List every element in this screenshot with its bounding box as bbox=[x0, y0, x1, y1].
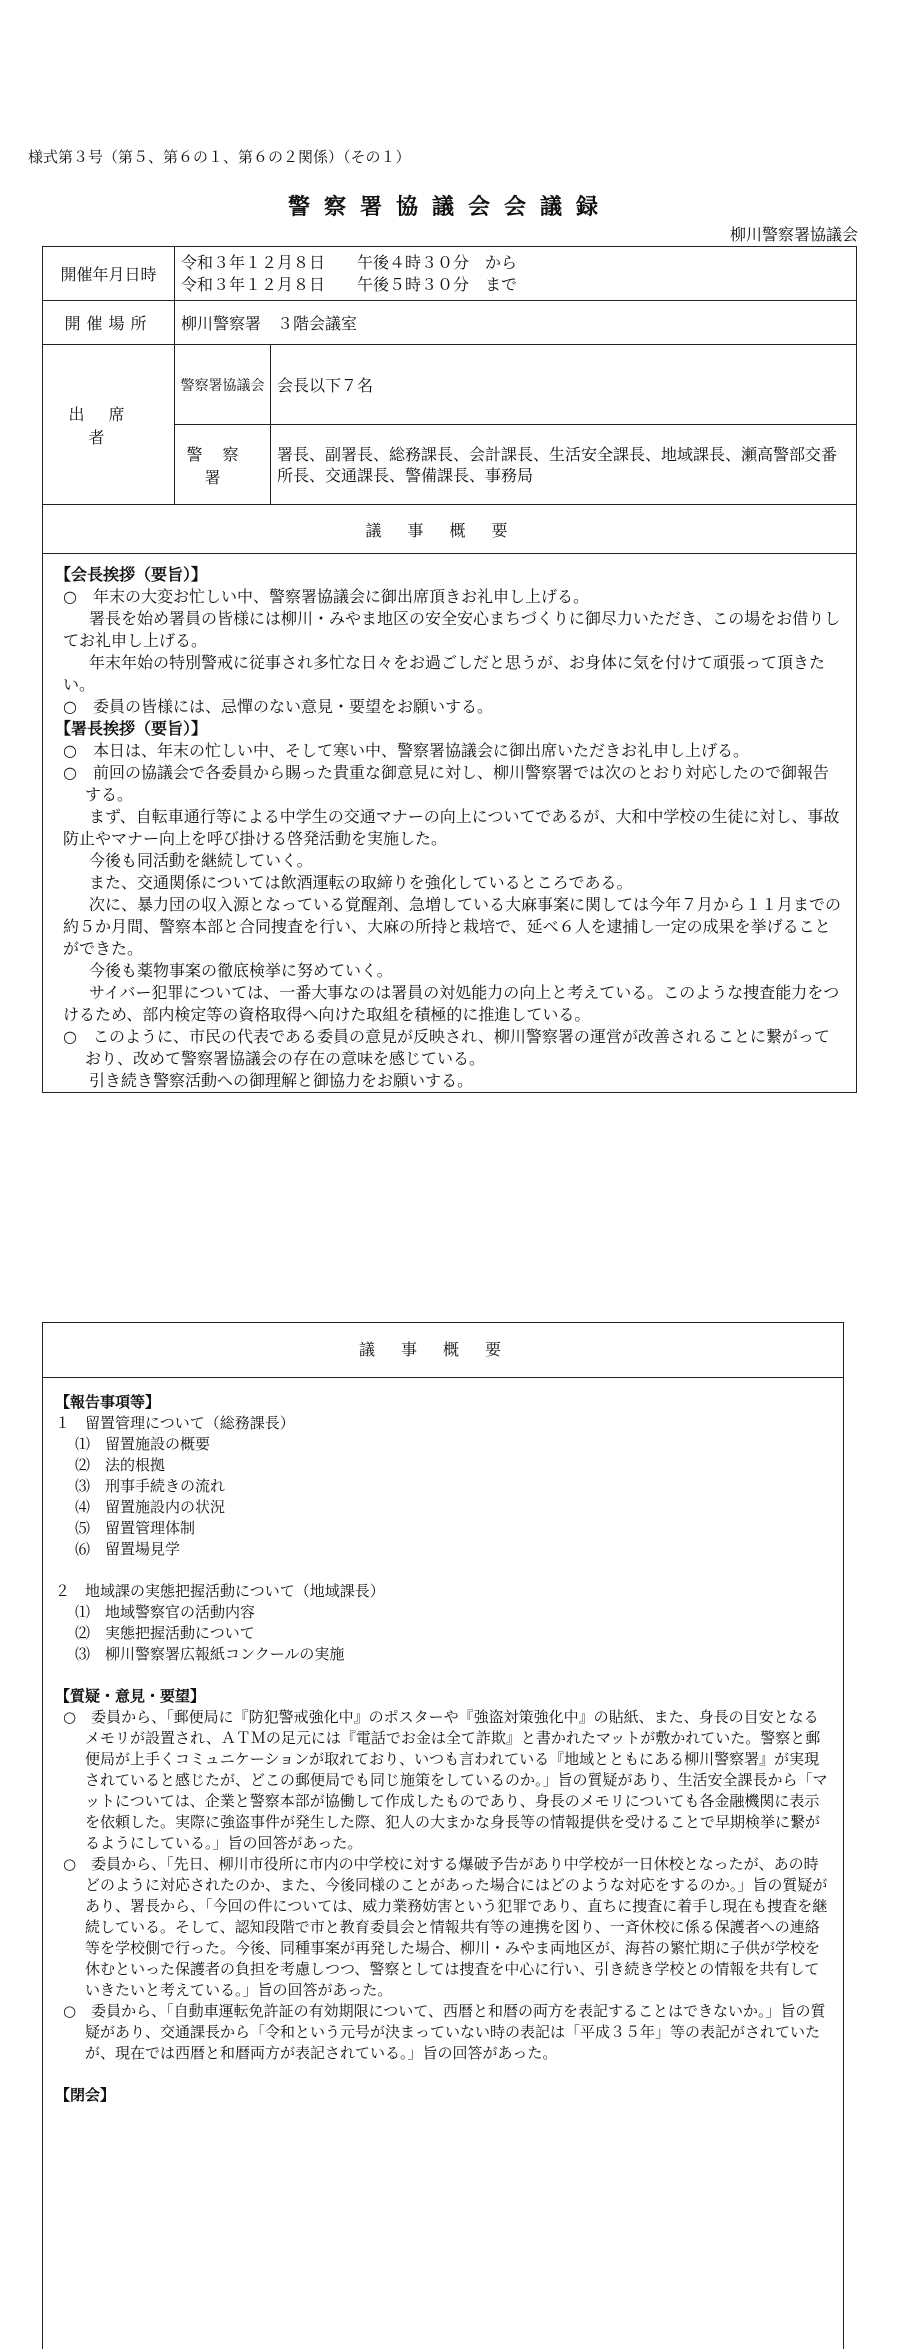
attendees-label: 出席者 bbox=[43, 345, 175, 505]
summary-continuation-box bbox=[42, 1322, 844, 2349]
report2-item: ⑵ 実態把握活動について bbox=[75, 1624, 255, 1642]
summary-heading: 議事概要 bbox=[43, 505, 857, 554]
date-label: 開催年月日時 bbox=[43, 247, 175, 301]
police-label: 警察署 bbox=[175, 425, 271, 505]
place-row bbox=[43, 301, 857, 345]
qa-item-1: ○ 委員から、「郵便局に『防犯警戒強化中』のポスターや『強盗対策強化中』の貼紙、また、身長の目安となるメモリが設置され、ＡＴＭの足元には『電話でお金は全て詐欺』と書かれたマットが敷かれていた。警察と郵便局が上手くコミュニケーションが取れており、いつも言われている『地域とともにある柳川警察署』が実現されていると感じたが、どこの郵便局でも同じ施策をしているのか。」旨の質疑があり、生活安全課長から「マットについては、企業と警察本部が協働して作成したものであり、身長のメモリについても各金融機関に表示を依頼した。実際に強盗事件が発生した際、犯人の大まかな身長等の情報提供を受けることで早期検挙に繋がるようにしている。」旨の回答があった。 bbox=[63, 1708, 828, 1852]
police-value: 署長、副署長、総務課長、会計課長、生活安全課長、地域課長、瀬高警部交番所長、交通課長、警備課長、事務局 bbox=[271, 425, 857, 505]
date-value bbox=[175, 247, 857, 301]
report2-title: ２ 地域課の実態把握活動について（地域課長） bbox=[55, 1582, 385, 1600]
report2-item: ⑶ 柳川警察署広報紙コンクールの実施 bbox=[75, 1645, 345, 1663]
document-title: 警察署協議会会議録 bbox=[287, 194, 612, 220]
chief-greeting-p8: サイバー犯罪については、一番大事なのは署員の対処能力の向上と考えている。このような捜査能力をつけるため、部内検定等の資格取得へ向けた取組を積極的に推進している。 bbox=[63, 983, 840, 1024]
report1-item: ⑹ 留置場見学 bbox=[75, 1540, 181, 1558]
summary-body-row bbox=[43, 554, 857, 1093]
chief-greeting-p3: まず、自転車通行等による中学生の交通マナーの向上についてであるが、大和中学校の生徒に対し、事故防止やマナー向上を呼び掛ける啓発活動を実施した。 bbox=[63, 807, 840, 848]
closing-heading: 【閉会】 bbox=[55, 2086, 116, 2104]
qa-item-3: ○ 委員から、「自動車運転免許証の有効期限について、西暦と和暦の両方を表記することはできないか。」旨の質疑があり、交通課長から「令和という元号が決まっていない時の表記は「平成３５年」等の表記がされていたが、現在では西暦と和暦両方が表記されている。」旨の回答があった。 bbox=[63, 2002, 826, 2062]
chief-greeting-p7: 今後も薬物事案の徹底検挙に努めていく。 bbox=[89, 961, 393, 980]
qa-heading: 【質疑・意見・要望】 bbox=[55, 1687, 206, 1705]
place-value: 柳川警察署 ３階会議室 bbox=[175, 301, 857, 345]
meeting-record-table bbox=[42, 246, 857, 1093]
summary-body bbox=[43, 554, 857, 1093]
chief-greeting-p10: 引き続き警察活動への御理解と御協力をお願いする。 bbox=[89, 1071, 474, 1090]
chief-greeting-p1: ○ 本日は、年末の忙しい中、そして寒い中、警察署協議会に御出席いただきお礼申し上げる。 bbox=[63, 741, 749, 760]
qa-item-2: ○ 委員から、「先日、柳川市役所に市内の中学校に対する爆破予告があり中学校が一日休校となったが、あの時どのように対応されたのか、また、今後同様のことがあった場合にはどのような対応をするのか。」旨の質疑があり、署長から、「今回の件については、威力業務妨害という犯罪であり、直ちに捜査に着手し現在も捜査を継続している。そして、認知段階で市と教育委員会と情報共有等の連携を図り、一斉休校に係る保護者への連絡等を学校側で行った。今後、同種事案が再発した場合、柳川・みやま両地区が、海苔の繁忙期に子供が学校を休むといった保護者の負担を考慮しつつ、警察としては捜査を中心に行い、引き続き学校との情報を共有していきたいと考えている。」旨の回答があった。 bbox=[63, 1855, 828, 1999]
report1-title: １ 留置管理について（総務課長） bbox=[55, 1414, 295, 1432]
place-label: 開催場所 bbox=[43, 301, 175, 345]
attendees-council-row bbox=[43, 345, 857, 425]
summary-heading-row bbox=[43, 505, 857, 554]
chair-greeting-p4: ○ 委員の皆様には、忌憚のない意見・要望をお願いする。 bbox=[63, 697, 493, 716]
chair-greeting-heading: 【会長挨拶（要旨）】 bbox=[55, 565, 208, 584]
report1-item: ⑶ 刑事手続きの流れ bbox=[75, 1477, 226, 1495]
chair-greeting-p3: 年末年始の特別警戒に従事され多忙な日々をお過ごしだと思うが、お身体に気を付けて頑張って頂きたい。 bbox=[63, 653, 826, 694]
form-number-label: 様式第３号（第５、第６の１、第６の２関係）（その１） bbox=[28, 148, 411, 166]
date-end: 令和３年１２月８日 午後５時３０分 まで bbox=[181, 274, 518, 294]
chief-greeting-p9: ○ このように、市民の代表である委員の意見が反映され、柳川警察署の運営が改善されることに繋がっており、改めて警察署協議会の存在の意味を感じている。 bbox=[63, 1027, 830, 1068]
report1-item: ⑴ 留置施設の概要 bbox=[75, 1435, 211, 1453]
council-value: 会長以下７名 bbox=[271, 345, 857, 425]
chief-greeting-p6: 次に、暴力団の収入源となっている覚醒剤、急増している大麻事案に関しては今年７月から１１月までの約５か月間、警察本部と合同捜査を行い、大麻の所持と栽培で、延べ６人を逮捕し一定の成果を挙げることができた。 bbox=[63, 895, 842, 958]
date-row bbox=[43, 247, 857, 301]
report-heading: 【報告事項等】 bbox=[55, 1393, 161, 1411]
chief-greeting-p4: 今後も同活動を継続していく。 bbox=[89, 851, 313, 870]
chief-greeting-p5: また、交通関係については飲酒運転の取締りを強化しているところである。 bbox=[89, 873, 633, 892]
summary-continuation-body bbox=[43, 1378, 843, 2106]
report1-item: ⑷ 留置施設内の状況 bbox=[75, 1498, 226, 1516]
council-name: 柳川警察署協議会 bbox=[729, 225, 858, 244]
report1-item: ⑵ 法的根拠 bbox=[75, 1456, 166, 1474]
chair-greeting-p2: 署長を始め署員の皆様には柳川・みやま地区の安全安心まちづくりに御尽力いただき、この場をお借りしてお礼申し上げる。 bbox=[63, 609, 841, 650]
date-start: 令和３年１２月８日 午後４時３０分 から bbox=[181, 252, 518, 272]
summary-heading-2: 議事概要 bbox=[43, 1323, 843, 1378]
report1-item: ⑸ 留置管理体制 bbox=[75, 1519, 196, 1537]
report2-item: ⑴ 地域警察官の活動内容 bbox=[75, 1603, 256, 1621]
chair-greeting-p1: ○ 年末の大変お忙しい中、警察署協議会に御出席頂きお礼申し上げる。 bbox=[63, 587, 589, 606]
council-label: 警察署協議会 bbox=[175, 345, 271, 425]
chief-greeting-heading: 【署長挨拶（要旨）】 bbox=[55, 719, 208, 738]
chief-greeting-p2: ○ 前回の協議会で各委員から賜った貴重な御意見に対し、柳川警察署では次のとおり対応したので御報告する。 bbox=[63, 763, 829, 804]
